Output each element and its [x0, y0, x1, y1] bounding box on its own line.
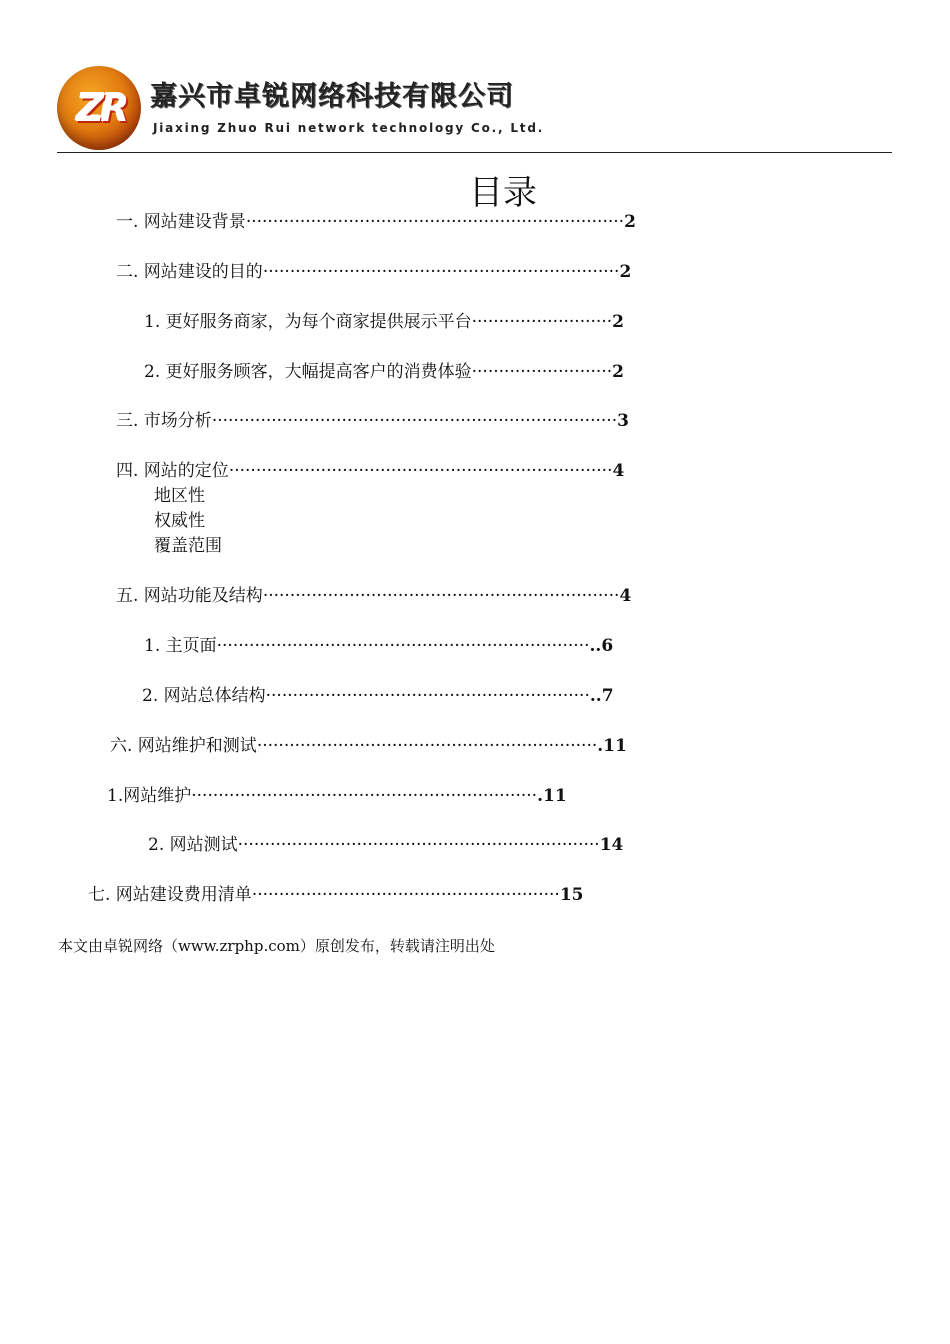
toc-page: ..7 — [589, 686, 614, 706]
toc-entry[interactable] — [88, 885, 584, 905]
toc-dots: ···························································· — [265, 686, 590, 706]
toc-subitem: 权威性 — [154, 511, 205, 531]
logo-text: ZR — [76, 86, 126, 130]
toc-entry[interactable] — [144, 312, 624, 332]
company-logo — [57, 66, 141, 150]
toc-label: 三. 市场分析 — [116, 411, 212, 431]
company-name-cn: 嘉兴市卓锐网络科技有限公司 — [150, 81, 514, 112]
toc-label: 2. 网站总体结构 — [142, 686, 266, 706]
toc-dots: ····································································· — [216, 636, 590, 656]
toc-subitem: 地区性 — [154, 486, 205, 506]
toc-page: 4 — [612, 461, 625, 481]
toc-label: 2. 更好服务顾客，大幅提高客户的消费体验 — [144, 362, 472, 382]
toc-entry[interactable] — [116, 586, 631, 606]
toc-page: 2 — [612, 362, 624, 382]
toc-page: 4 — [619, 586, 632, 606]
toc-dots: ································································ — [191, 786, 538, 806]
toc-label: 四. 网站的定位 — [116, 461, 229, 481]
toc-page: 2 — [619, 262, 632, 282]
toc-entry[interactable] — [116, 212, 636, 232]
page-title: 目录 — [469, 173, 537, 213]
toc-dots: ··········································································· — [211, 411, 618, 431]
toc-dots: ······························································· — [256, 736, 598, 756]
toc-entry[interactable] — [116, 461, 624, 481]
toc-entry[interactable] — [144, 362, 624, 382]
toc-page: 3 — [617, 411, 629, 431]
toc-label: 七. 网站建设费用清单 — [88, 885, 252, 905]
toc-dots: ························································· — [251, 885, 560, 905]
toc-page: 2 — [624, 212, 636, 232]
toc-label: 五. 网站功能及结构 — [116, 586, 263, 606]
toc-label: 1.网站维护 — [107, 786, 192, 806]
toc-page: 14 — [599, 835, 624, 855]
toc-entry[interactable] — [116, 262, 631, 282]
company-name-en: Jiaxing Zhuo Rui network technology Co., Ltd. — [153, 121, 545, 135]
toc-entry[interactable] — [142, 686, 614, 706]
toc-page: .11 — [537, 786, 567, 806]
toc-dots: ··································································· — [237, 835, 600, 855]
source-note: 本文由卓锐网络（www.zrphp.com）原创发布，转载请注明出处 — [58, 937, 495, 955]
toc-label: 六. 网站维护和测试 — [110, 736, 257, 756]
toc-dots: ·································································· — [262, 586, 620, 606]
toc-label: 1. 主页面 — [144, 636, 217, 656]
toc-dots: ·························· — [471, 312, 613, 332]
header-divider — [57, 152, 892, 153]
toc-label: 2. 网站测试 — [148, 835, 238, 855]
toc-page: 15 — [559, 885, 584, 905]
toc-dots: ·································································· — [262, 262, 620, 282]
toc-dots: ······································································· — [228, 461, 613, 481]
toc-entry[interactable] — [144, 636, 613, 656]
toc-label: 1. 更好服务商家，为每个商家提供展示平台 — [144, 312, 472, 332]
toc-dots: ·························· — [471, 362, 613, 382]
toc-entry[interactable] — [116, 411, 629, 431]
toc-label: 二. 网站建设的目的 — [116, 262, 263, 282]
document-header — [57, 66, 892, 152]
toc-page: ..6 — [589, 636, 614, 656]
toc-entry[interactable] — [148, 835, 623, 855]
toc-entry[interactable] — [107, 786, 567, 806]
toc-dots: ······································································ — [245, 212, 625, 232]
toc-subitem: 覆盖范围 — [154, 536, 222, 556]
toc-page: .11 — [597, 736, 627, 756]
toc-entry[interactable] — [110, 736, 627, 756]
toc-label: 一. 网站建设背景 — [116, 212, 246, 232]
toc-page: 2 — [612, 312, 624, 332]
